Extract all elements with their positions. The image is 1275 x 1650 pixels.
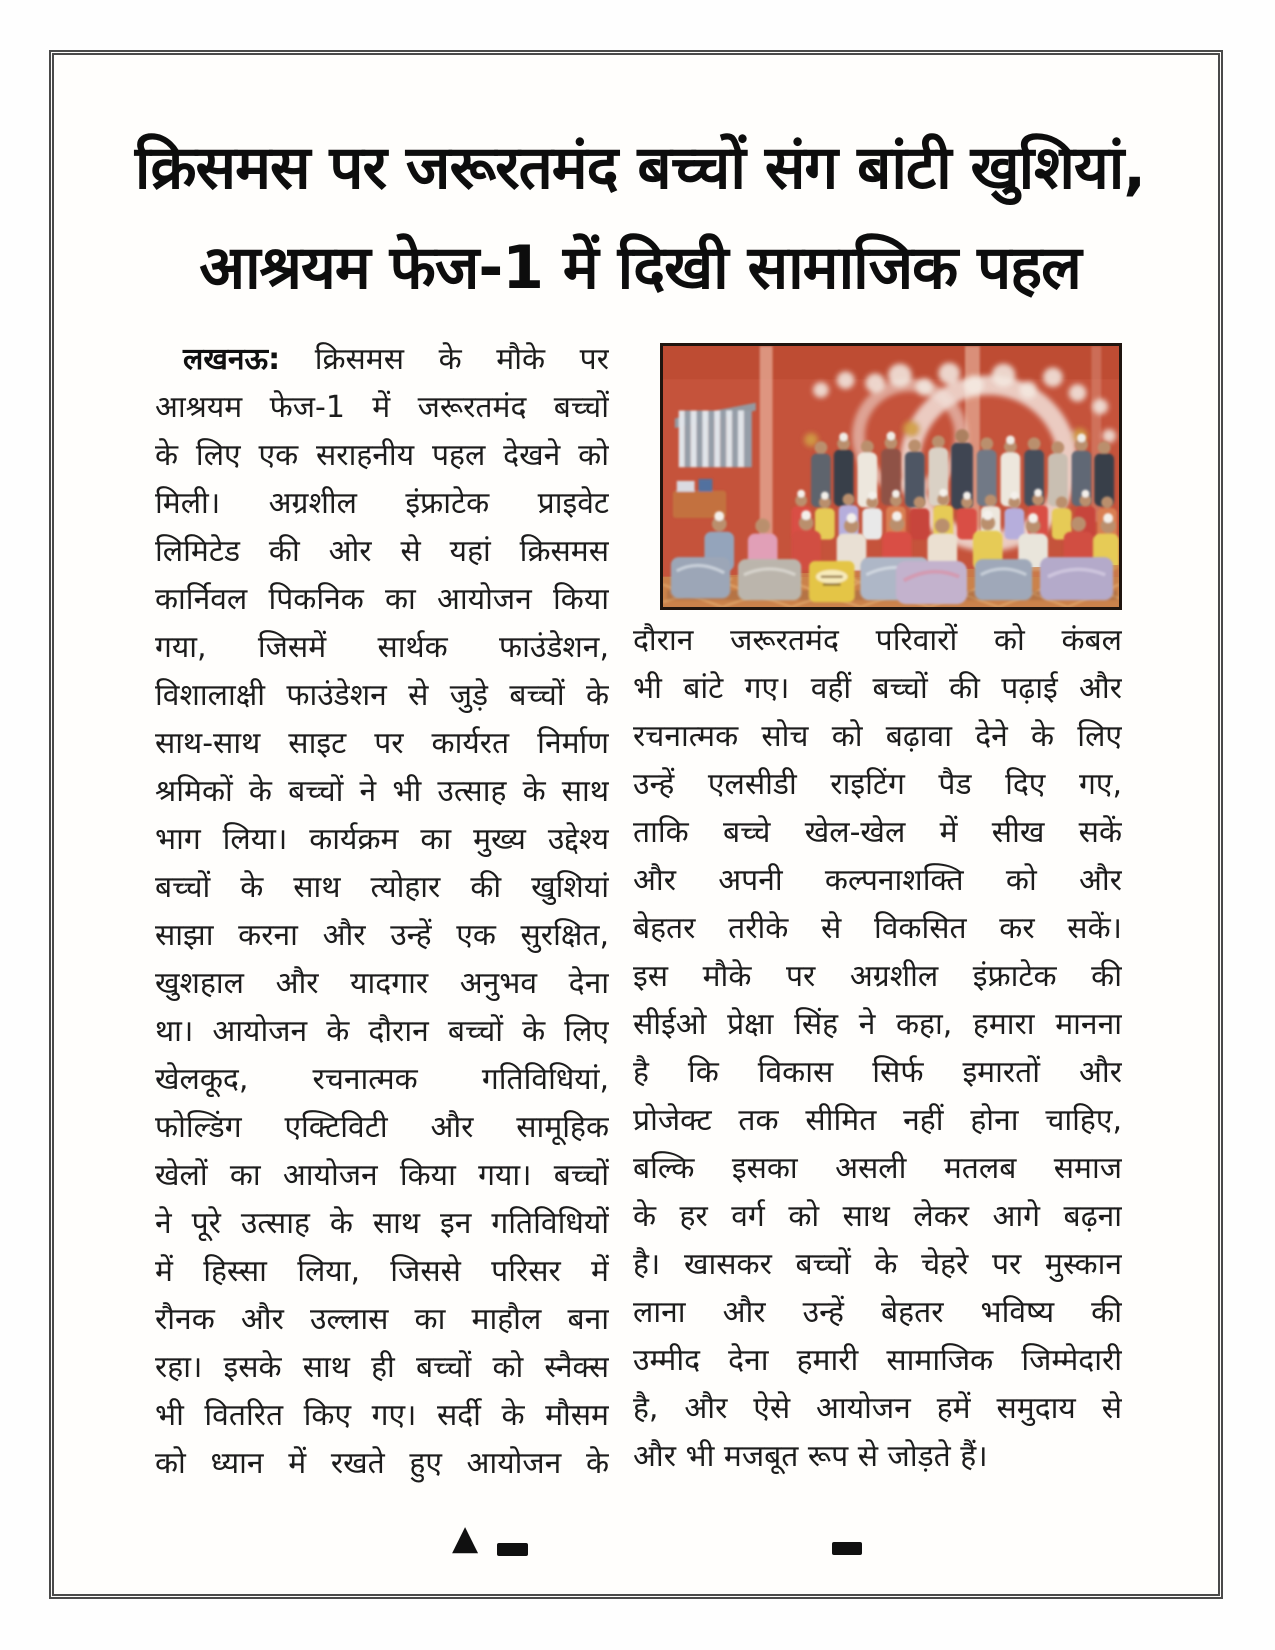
text-line: सीईओ प्रेक्षा सिंह ने कहा, हमारा मानना — [633, 1007, 1122, 1042]
left-column-lines — [155, 384, 609, 1488]
scan-mark-triangle: ▲ — [452, 1518, 479, 1558]
text-line: खुशहाल और यादगार अनुभव देना — [155, 966, 609, 1001]
text-line: बेहतर तरीके से विकसित कर सकें। — [633, 911, 1122, 946]
dateline-lead: लखनऊ: — [183, 342, 281, 377]
text-line: विशालाक्षी फाउंडेशन से जुड़े बच्चों के — [155, 678, 609, 713]
text-line: प्रोजेक्ट तक सीमित नहीं होना चाहिए, — [633, 1103, 1122, 1138]
text-line: भाग लिया। कार्यक्रम का मुख्य उद्देश्य — [155, 822, 609, 857]
text-line: गया, जिसमें सार्थक फाउंडेशन, — [155, 630, 609, 665]
text-line: इस मौके पर अग्रशील इंफ्राटेक की — [633, 959, 1122, 994]
text-line: में हिस्सा लिया, जिससे परिसर में — [155, 1254, 609, 1289]
christmas-event-photo-graphic — [663, 346, 1119, 607]
text-line: रौनक और उल्लास का माहौल बना — [155, 1302, 609, 1337]
article-right-column — [633, 617, 1122, 1481]
text-line: साथ-साथ साइट पर कार्यरत निर्माण — [155, 726, 609, 761]
text-line: बल्कि इसका असली मतलब समाज — [633, 1151, 1122, 1186]
text-line: दौरान जरूरतमंद परिवारों को कंबल — [633, 623, 1122, 658]
scan-mark-dash-right — [832, 1542, 862, 1555]
text-line: आश्रयम फेज-1 में जरूरतमंद बच्चों — [155, 390, 609, 425]
text-line: भी बांटे गए। वहीं बच्चों की पढ़ाई और — [633, 671, 1122, 706]
text-line: लिमिटेड की ओर से यहां क्रिसमस — [155, 534, 609, 569]
text-line: रचनात्मक सोच को बढ़ावा देने के लिए — [633, 719, 1122, 754]
text-line: के हर वर्ग को साथ लेकर आगे बढ़ना — [633, 1199, 1122, 1234]
text-line: था। आयोजन के दौरान बच्चों के लिए — [155, 1014, 609, 1049]
text-line: फोल्डिंग एक्टिविटी और सामूहिक — [155, 1110, 609, 1145]
text-line: मिली। अग्रशील इंफ्राटेक प्राइवेट — [155, 486, 609, 521]
text-line: के लिए एक सराहनीय पहल देखने को — [155, 438, 609, 473]
text-line: खेलकूद, रचनात्मक गतिविधियां, — [155, 1062, 609, 1097]
text-line: लाना और उन्हें बेहतर भविष्य की — [633, 1295, 1122, 1330]
text-line: बच्चों के साथ त्योहार की खुशियां — [155, 870, 609, 905]
text-line: कार्निवल पिकनिक का आयोजन किया — [155, 582, 609, 617]
text-line: ताकि बच्चे खेल-खेल में सीख सकें — [633, 815, 1122, 850]
text-line: को ध्यान में रखते हुए आयोजन के — [155, 1446, 609, 1481]
article-left-column — [155, 336, 609, 1488]
text-line: और अपनी कल्पनाशक्ति को और — [633, 863, 1122, 898]
article-photo — [660, 343, 1122, 610]
text-line: रहा। इसके साथ ही बच्चों को स्नैक्स — [155, 1350, 609, 1385]
article-headline — [80, 118, 1200, 318]
text-line: भी वितरित किए गए। सर्दी के मौसम — [155, 1398, 609, 1433]
headline-line-2: आश्रयम फेज-1 में दिखी सामाजिक पहल — [199, 233, 1081, 303]
text-line: खेलों का आयोजन किया गया। बच्चों — [155, 1158, 609, 1193]
text-line: ने पूरे उत्साह के साथ इन गतिविधियों — [155, 1206, 609, 1241]
text-line: है, और ऐसे आयोजन हमें समुदाय से — [633, 1391, 1122, 1426]
text-line: श्रमिकों के बच्चों ने भी उत्साह के साथ — [155, 774, 609, 809]
scan-mark-dash-left — [497, 1543, 528, 1556]
text-line — [155, 336, 609, 384]
text-line: है। खासकर बच्चों के चेहरे पर मुस्कान — [633, 1247, 1122, 1282]
text-line: उम्मीद देना हमारी सामाजिक जिम्मेदारी — [633, 1343, 1122, 1378]
headline-line-1: क्रिसमस पर जरूरतमंद बच्चों संग बांटी खुशियां, — [134, 133, 1146, 203]
first-line-text: क्रिसमस के मौके पर — [314, 342, 609, 377]
text-line: और भी मजबूत रूप से जोड़ते हैं। — [633, 1439, 988, 1474]
right-column-lines — [633, 617, 1122, 1481]
text-line: साझा करना और उन्हें एक सुरक्षित, — [155, 918, 609, 953]
text-line: उन्हें एलसीडी राइटिंग पैड दिए गए, — [633, 767, 1122, 802]
text-line: है कि विकास सिर्फ इमारतों और — [633, 1055, 1122, 1090]
